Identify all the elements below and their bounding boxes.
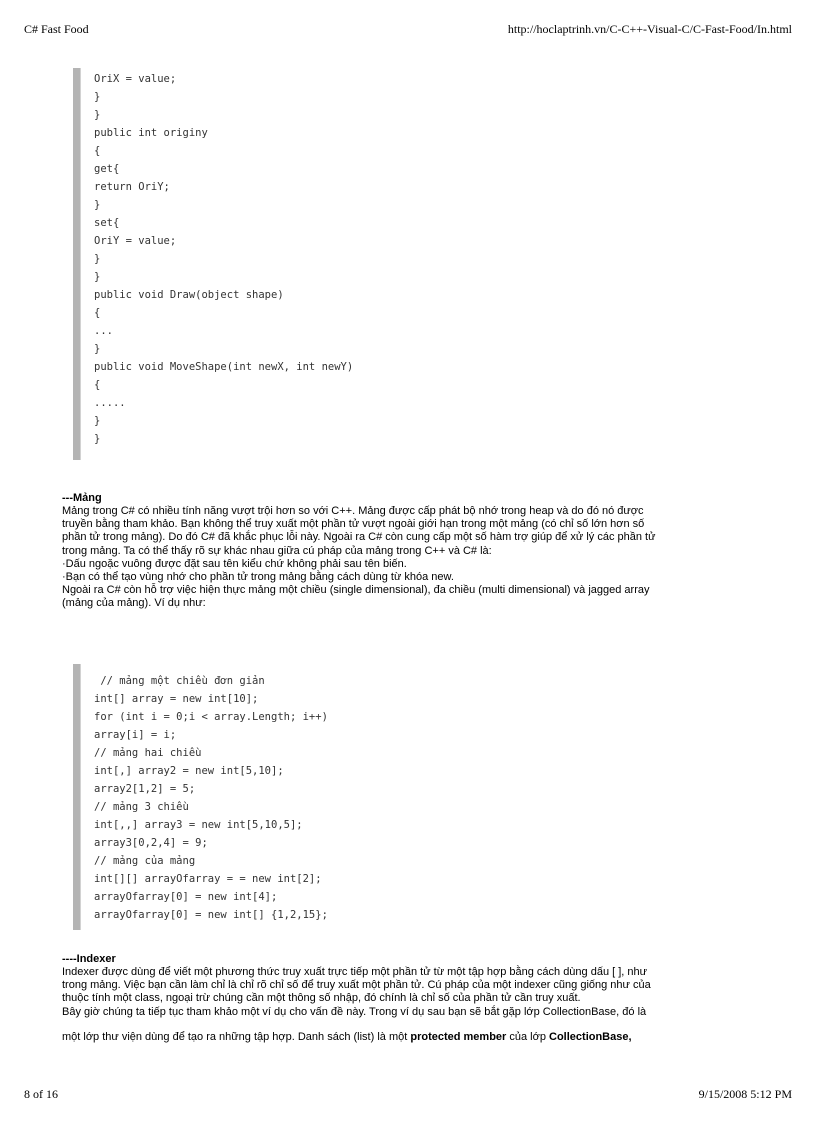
code-block-properties [73,68,680,460]
indexer-line-bold-1: protected member [410,1031,507,1043]
code-line: } [94,91,101,103]
code-line: ..... [94,397,126,409]
code-line: public void Draw(object shape) [94,289,284,301]
page-header-title: C# Fast Food [24,22,89,36]
paragraph-line: truyền bằng tham khảo. Bạn không thể truy xuất một phần tử vượt ngoài giới hạn trong một mảng (có chỉ số lớn hơn số [62,518,645,531]
paragraph-line: trong mảng. Ta có thể thấy rõ sự khác nhau giữa cú pháp của mảng trong C++ và C# là: [62,544,492,557]
code-line: { [94,379,101,391]
code-line: array2[1,2] = 5; [94,783,196,795]
paragraph-line: ·Bạn có thể tạo vùng nhớ cho phần tử trong mảng bằng cách dùng từ khóa new. [62,571,454,583]
code-line: // mảng hai chiều [94,747,202,759]
code-line: } [94,109,101,121]
indexer-line-text-2: của lớp [506,1031,550,1043]
section-heading-indexer: ----Indexer [62,953,116,965]
paragraph-line: Indexer được dùng để viết một phương thức truy xuất trực tiếp một phần tử từ một tập hợp bằng cách dùng dấu [ ], như [62,966,648,978]
code-line: for (int i = 0;i < array.Length; i++) [94,711,328,723]
page-footer-page-number: 8 of 16 [24,1087,58,1101]
code-line: } [94,199,101,211]
paragraph-line: thuộc tính một class, ngoại trừ chúng cần một thông số nhập, đó chính là chỉ số của phần tử cần truy xuất. [62,992,581,1005]
code-line: array3[0,2,4] = 9; [94,837,208,849]
code-line: array[i] = i; [94,729,177,741]
code-line: } [94,415,101,427]
code-block-arrays [73,664,680,930]
code-line: int[] array = new int[10]; [94,693,259,705]
code-line: set{ [94,217,120,229]
code-line: get{ [94,163,120,175]
paragraph-line: phần tử trong mảng). Do đó C# đã khắc phục lỗi này. Ngoài ra C# còn cung cấp một số hàm trợ giúp để xử lý các phần tử [62,531,656,544]
code-line: // mảng một chiều đơn giản [94,675,265,687]
page-footer-datetime: 9/15/2008 5:12 PM [698,1087,792,1101]
code-line: int[,] array2 = new int[5,10]; [94,765,284,777]
code-line: OriX = value; [94,73,177,85]
indexer-line-text-1: một lớp thư viện dùng để tạo ra những tập hợp. Danh sách (list) là một [62,1031,411,1043]
code-line: // mảng của mảng [94,855,196,867]
paragraph-line: Ngoài ra C# còn hỗ trợ việc hiện thực mảng một chiều (single dimensional), đa chiều (multi dimensional) và jagged array [62,584,650,597]
code-line: } [94,343,101,355]
code-line: return OriY; [94,181,170,193]
code-line: { [94,307,101,319]
paragraph-line: trong mảng. Việc bạn cần làm chỉ là chỉ rõ chỉ số để truy xuất một phần tử. Cú pháp của một indexer cũng giống như của [62,979,651,992]
section-heading-mang: ---Mảng [62,492,102,504]
code-line: } [94,433,101,445]
code-line: ... [94,325,113,337]
paragraph-line: Mảng trong C# có nhiều tính năng vượt trội hơn so với C++. Mảng được cấp phát bộ nhớ trong heap và do đó nó được [62,505,644,517]
code-line: } [94,271,101,283]
paragraph-line: Bây giờ chúng ta tiếp tục tham khảo một ví dụ cho vấn đề này. Trong ví dụ sau bạn sẽ bắt gặp lớp CollectionBase, đó là [62,1005,647,1018]
paragraph-line: (mảng của mảng). Ví dụ như: [62,597,206,610]
indexer-line-bold-2: CollectionBase, [549,1031,632,1043]
code-line: // mảng 3 chiều [94,801,189,813]
code-line: arrayOfarray[0] = new int[4]; [94,891,278,903]
code-line: } [94,253,101,265]
code-line: int[,,] array3 = new int[5,10,5]; [94,819,303,831]
code-line: { [94,145,101,157]
indexer-paragraph-line [62,1031,762,1044]
code-line: arrayOfarray[0] = new int[] {1,2,15}; [94,909,328,921]
page-header-url: http://hoclaptrinh.vn/C-C++-Visual-C/C-Fast-Food/In.html [507,22,792,36]
code-line: public void MoveShape(int newX, int newY) [94,361,354,373]
code-line: int[][] arrayOfarray = = new int[2]; [94,873,322,885]
code-line: public int originy [94,127,208,139]
code-line: OriY = value; [94,235,177,247]
paragraph-line: ·Dấu ngoặc vuông được đặt sau tên kiểu chứ không phải sau tên biến. [62,557,407,570]
